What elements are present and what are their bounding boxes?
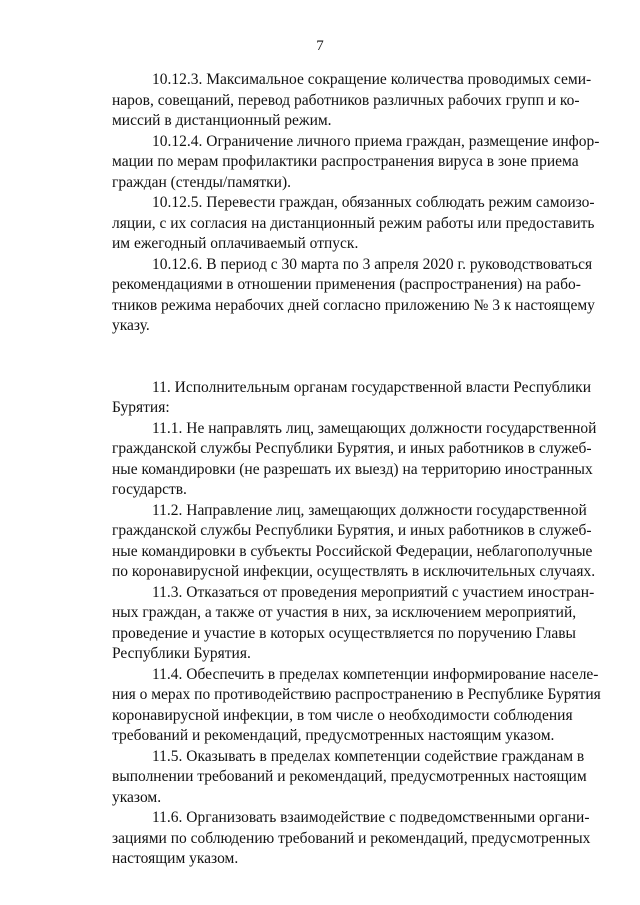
paragraph xyxy=(112,583,595,665)
text-line: 11.4. Обеспечить в пределах компетенции информирование населе- xyxy=(152,665,599,683)
page-number: 7 xyxy=(316,38,324,54)
text-line: коронавирусной инфекции, в том числе о необходимости соблюдения xyxy=(112,706,573,724)
text-line: указу. xyxy=(112,317,150,334)
text-line: 10.12.6. В период с 30 марта по 3 апреля 2020 г. руководствоваться xyxy=(152,255,593,273)
text-line: 11.2. Направление лиц, замещающих должности государственной xyxy=(152,501,587,519)
text-line: ных граждан, а также от участия в них, за исключением мероприятий, xyxy=(112,604,577,621)
text-line: ния о мерах по противодействию распространению в Республике Бурятия xyxy=(112,686,601,703)
text-line: ные командировки (не разрешать их выезд) на территорию иностранных xyxy=(112,460,593,478)
text-line: по коронавирусной инфекции, осуществлять в исключительных случаях. xyxy=(112,563,596,580)
paragraph xyxy=(112,419,597,501)
paragraph xyxy=(112,808,591,870)
text-line: требований и рекомендаций, предусмотренных настоящим указом. xyxy=(112,727,555,744)
text-line: 11.6. Организовать взаимодействие с подведомственными органи- xyxy=(152,809,590,826)
text-line: Бурятия: xyxy=(112,399,170,416)
text-line: 11.5. Оказывать в пределах компетенции содействие гражданам в xyxy=(152,747,585,765)
paragraph xyxy=(112,747,587,809)
paragraph xyxy=(112,378,592,419)
text-line: настоящим указом. xyxy=(112,850,239,867)
text-line: 10.12.5. Перевести граждан, обязанных соблюдать режим самоизо- xyxy=(152,194,595,211)
paragraph xyxy=(112,255,595,337)
text-line: наров, совещаний, перевод работников различных рабочих групп и ко- xyxy=(112,91,580,109)
text-line: 11. Исполнительным органам государственной власти Республики xyxy=(152,378,592,396)
text-line: миссий в дистанционный режим. xyxy=(112,112,332,129)
paragraph xyxy=(112,665,601,747)
text-line: 10.12.3. Максимальное сокращение количества проводимых семи- xyxy=(152,71,592,88)
text-line: гражданской службы Республики Бурятия, и иных работников в служеб- xyxy=(112,522,592,539)
text-line: указом. xyxy=(112,788,162,806)
paragraph xyxy=(112,193,595,255)
text-line: проведение и участие в которых осуществляется по поручению Главы xyxy=(112,624,576,642)
text-line: ные командировки в субъекты Российской Федерации, неблагополучные xyxy=(112,542,593,560)
text-line: гражданской службы Республики Бурятия, и иных работников в служеб- xyxy=(112,440,592,457)
paragraph xyxy=(112,70,592,132)
paragraph xyxy=(112,501,596,583)
document-body xyxy=(112,70,601,870)
text-line: тников режима нерабочих дней согласно приложению № 3 к настоящему xyxy=(112,296,595,314)
text-line: 11.1. Не направлять лиц, замещающих должности государственной xyxy=(152,419,597,437)
text-line: граждан (стенды/памятки). xyxy=(112,173,291,191)
text-line: 11.3. Отказаться от проведения мероприятий с участием иностран- xyxy=(152,583,595,601)
text-line: Республики Бурятия. xyxy=(112,645,251,662)
text-line: им ежегодный оплачиваемый отпуск. xyxy=(112,235,359,252)
text-line: выполнении требований и рекомендаций, предусмотренных настоящим xyxy=(112,768,587,785)
text-line: зациями по соблюдению требований и рекомендаций, предусмотренных xyxy=(112,829,591,847)
text-line: рекомендациями в отношении применения (распространения) на рабо- xyxy=(112,276,581,293)
text-line: государств. xyxy=(112,481,187,498)
text-line: ляции, с их согласия на дистанционный режим работы или предоставить xyxy=(112,214,595,232)
paragraph xyxy=(112,132,600,194)
text-line: 10.12.4. Ограничение личного приема граждан, размещение инфор- xyxy=(152,132,600,150)
section-spacer xyxy=(112,337,564,378)
text-line: мации по мерам профилактики распространения вируса в зоне приема xyxy=(112,153,579,170)
